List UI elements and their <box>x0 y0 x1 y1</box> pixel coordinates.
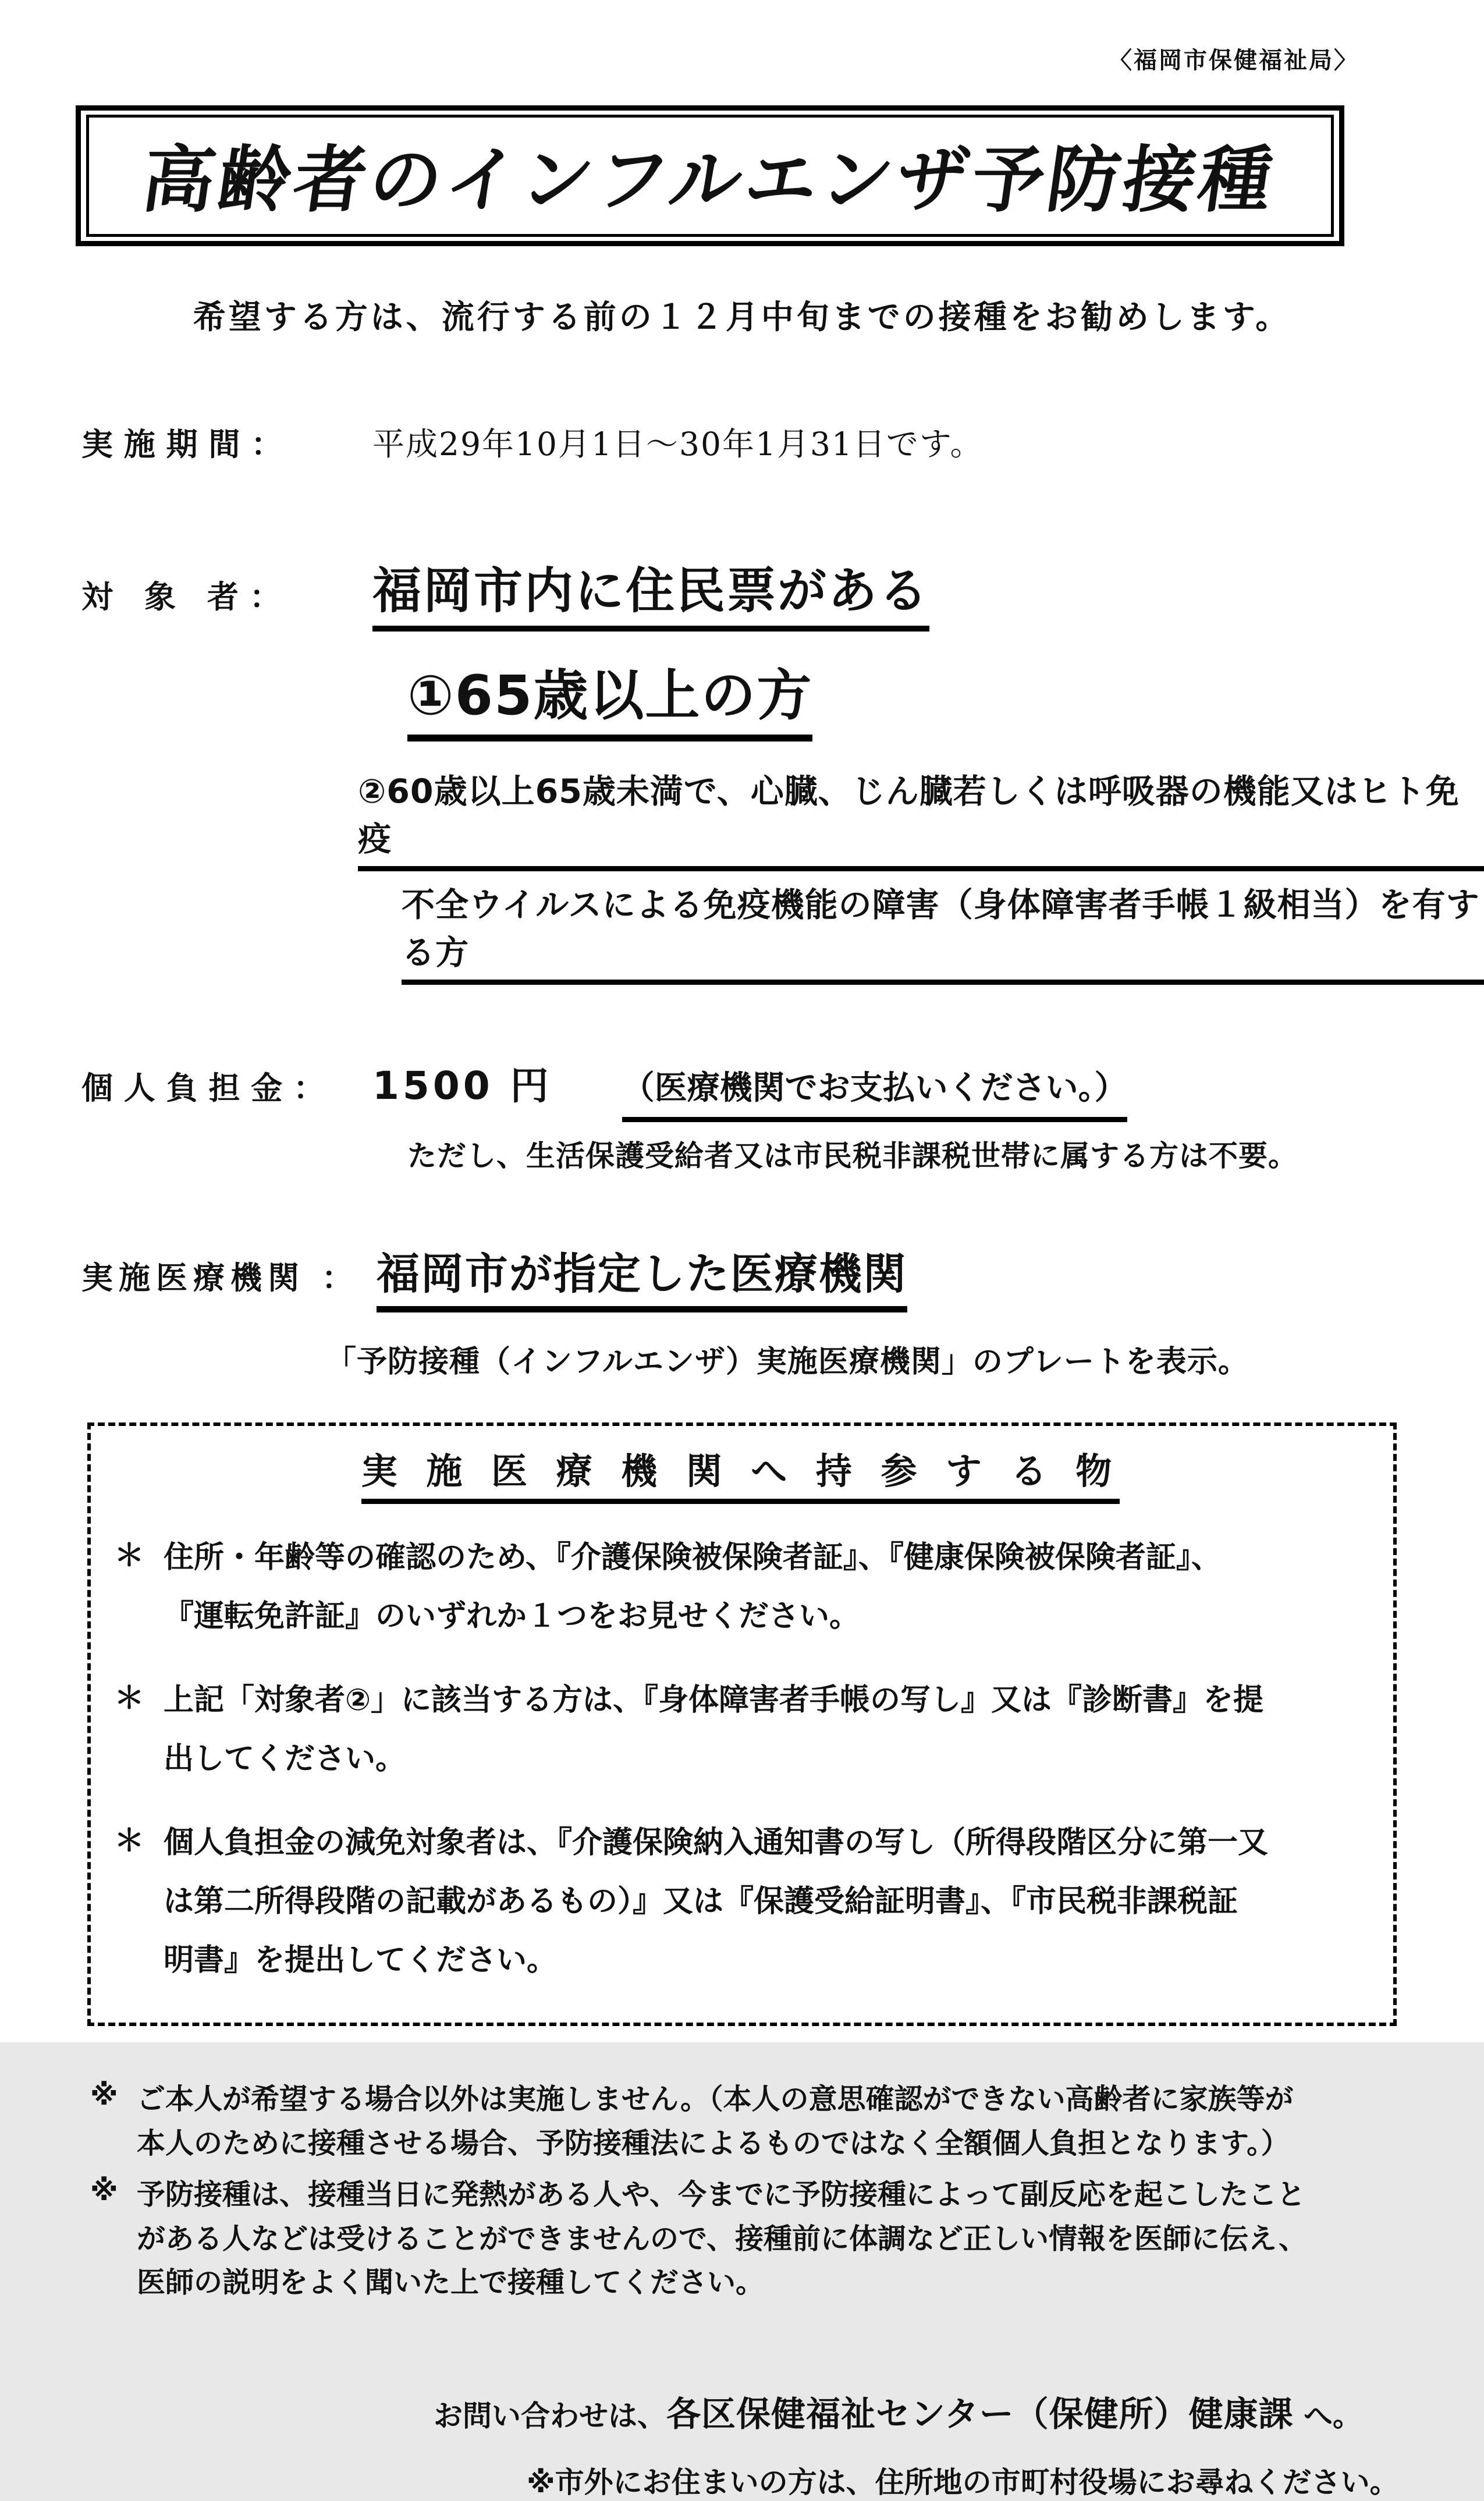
institution-label: 実施医療機関 ： <box>81 1260 359 1296</box>
title-box <box>76 105 1344 246</box>
contact-prefix: お問い合わせは、 <box>434 2399 666 2433</box>
target-item-2-line-2 <box>402 878 1484 985</box>
target-row <box>81 552 1484 632</box>
asterisk-marker: ＊ <box>114 1680 145 1716</box>
contact-line <box>434 2386 1484 2436</box>
target-headline: 福岡市内に住民票がある <box>372 552 929 632</box>
note-2-line-3: 医師の説明をよく聞いた上で接種してください。 <box>137 2266 765 2300</box>
period-value: 平成29年10月1日～30年1月31日です。 <box>372 425 984 463</box>
notes-section <box>90 2077 1397 2305</box>
contact-suffix: へ。 <box>1293 2399 1362 2433</box>
bring-item-2 <box>114 1671 1367 1789</box>
bring-item-3 <box>114 1814 1367 1991</box>
bring-item-2-line-1: 上記「対象者②」に該当する方は、『身体障害者手帳の写し』又は『診断書』を提 <box>164 1682 1264 1718</box>
bring-item-3-line-3: 明書』を提出してください。 <box>164 1943 558 1978</box>
target-item-2-line-2-text: 不全ウイルスによる免疫機能の障害（身体障害者手帳１級相当）を有する方 <box>402 878 1484 985</box>
bring-item-1 <box>114 1528 1367 1647</box>
note-2-line-2: がある人などは受けることができませんので、接種前に体調など正しい情報を医師に伝え、 <box>137 2222 1307 2255</box>
asterisk-marker: ＊ <box>114 1538 145 1573</box>
agency-name: 〈福岡市保健福祉局〉 <box>1109 47 1359 74</box>
title-box-inner <box>86 115 1334 237</box>
institution-value: 福岡市が指定した医療機関 <box>377 1240 907 1312</box>
fee-sub-note: ただし、生活保護受給者又は市民税非課税世帯に属する方は不要。 <box>407 1139 1298 1173</box>
bring-item-2-line-2: 出してください。 <box>164 1741 406 1777</box>
asterisk-marker: ＊ <box>114 1823 145 1858</box>
institution-note: 「予防接種（インフルエンザ）実施医療機関」のプレートを表示。 <box>326 1344 1249 1379</box>
bring-item-2-text <box>164 1671 1263 1789</box>
period-row <box>81 418 1484 464</box>
target-item-2-line-1-text: ②60歳以上65歳未満で、心臓、じん臓若しくは呼吸器の機能又はヒト免疫 <box>358 765 1484 871</box>
bring-box-heading <box>114 1442 1367 1504</box>
note-1-line-1: ご本人が希望する場合以外は実施しません。（本人の意思確認ができない高齢者に家族等が <box>137 2082 1294 2116</box>
subtitle: 希望する方は、流行する前の１２月中旬までの接種をお勧めします。 <box>193 299 1291 336</box>
period-label: 実 施 期 間 ： <box>81 426 283 463</box>
note-2-text <box>137 2173 1307 2305</box>
fee-paren-note: （医療機関でお支払いください。） <box>622 1062 1127 1122</box>
note-2-line-1: 予防接種は、接種当日に発熱がある人や、今までに予防接種によって副反応を起こしたこと <box>137 2177 1306 2211</box>
target-item-1-text: ①65歳以上の方 <box>407 651 812 742</box>
bring-box-heading-text: 実 施 医 療 機 関 へ 持 参 す る 物 <box>361 1442 1120 1504</box>
bring-item-1-text <box>164 1528 1222 1647</box>
fee-amount: 1500 円 <box>372 1063 552 1108</box>
note-1-text <box>137 2077 1293 2166</box>
bring-item-3-line-1: 個人負担金の減免対象者は、『介護保険納入通知書の写し（所得段階区分に第一又 <box>164 1825 1269 1860</box>
fee-row <box>81 1055 1484 1122</box>
reference-mark: ※ <box>90 2173 118 2207</box>
note-1 <box>90 2077 1397 2166</box>
fee-label: 個 人 負 担 金 ： <box>81 1070 325 1106</box>
note-1-line-2: 本人のために接種させる場合、予防接種法によるものではなく全額個人負担となります。） <box>137 2126 1290 2160</box>
bring-item-1-line-1: 住所・年齢等の確認のため、『介護保険被保険者証』、『健康保険被保険者証』、 <box>164 1540 1222 1575</box>
target-item-1 <box>407 651 1484 742</box>
contact-department: 各区保健福祉センター（保健所）健康課 <box>666 2394 1294 2435</box>
reference-mark: ※ <box>90 2078 118 2112</box>
bring-item-1-line-2: 『運転免許証』のいずれか１つをお見せください。 <box>164 1599 860 1634</box>
page-title: 高齢者のインフルエンザ予防接種 <box>137 139 1281 222</box>
target-item-2-line-1 <box>358 765 1484 871</box>
contact-note: ※市外にお住まいの方は、住所地の市町村役場にお尋ねください。 <box>527 2465 1399 2500</box>
bring-items-box <box>87 1422 1397 2026</box>
target-label: 対 象 者 ： <box>81 579 281 615</box>
bring-item-3-line-2: は第二所得段階の記載があるもの）』又は『保護受給証明書』、『市民税非課税証 <box>164 1883 1238 1919</box>
bring-item-3-text <box>164 1814 1268 1991</box>
institution-row <box>81 1240 1484 1312</box>
note-2 <box>90 2173 1397 2305</box>
